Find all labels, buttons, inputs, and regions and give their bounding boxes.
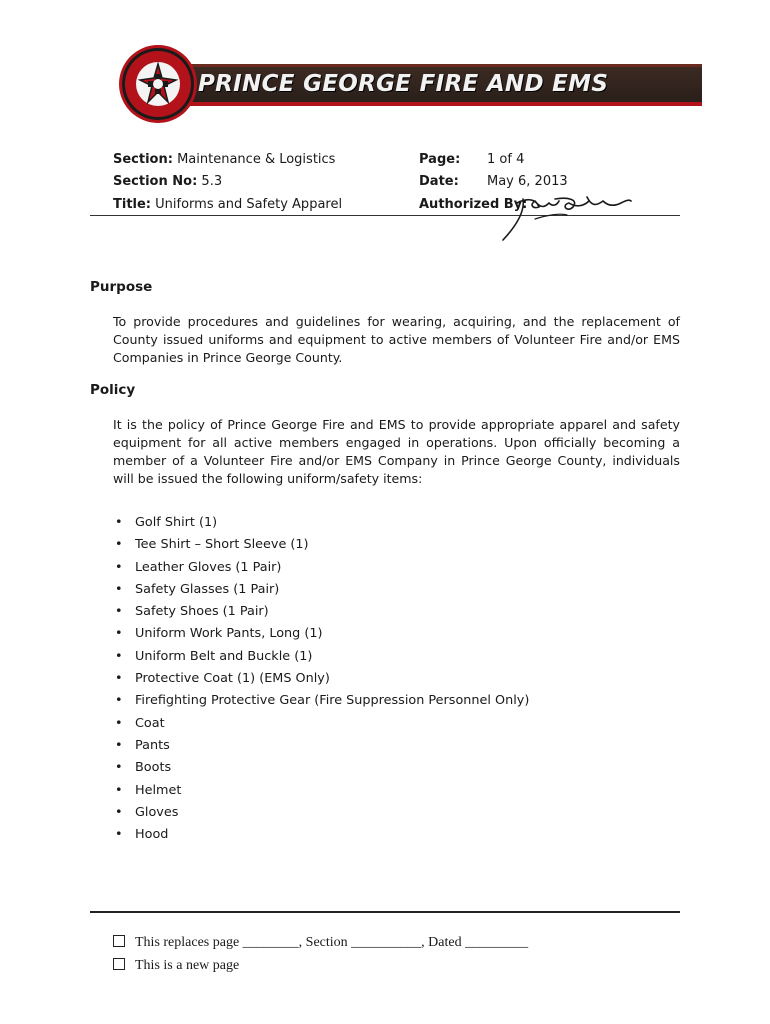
section-no-value: 5.3 xyxy=(201,174,223,189)
list-item xyxy=(113,512,673,534)
list-item-text: Safety Shoes (1 Pair) xyxy=(135,604,269,620)
list-item xyxy=(113,579,673,601)
bullet-icon: • xyxy=(115,782,123,798)
list-item xyxy=(113,802,673,824)
list-item-text: Tee Shirt – Short Sleeve (1) xyxy=(135,537,309,553)
signature-image xyxy=(495,185,635,243)
list-item-text: Helmet xyxy=(135,782,182,798)
bullet-icon: • xyxy=(115,827,123,843)
bullet-icon: • xyxy=(115,648,123,664)
bullet-icon: • xyxy=(115,715,123,731)
list-item xyxy=(113,646,673,668)
list-item xyxy=(113,557,673,579)
bullet-icon: • xyxy=(115,671,123,687)
fire-department-seal-icon xyxy=(118,44,198,124)
list-item xyxy=(113,757,673,779)
list-item xyxy=(113,623,673,645)
list-item-text: Leather Gloves (1 Pair) xyxy=(135,559,282,575)
bullet-icon: • xyxy=(115,804,123,820)
list-item xyxy=(113,534,673,556)
policy-text: It is the policy of Prince George Fire and EMS to provide appropriate apparel and safety equipment for all active members engaged in operations. Upon officially becoming a member of a Volunteer Fire and/or EMS Company in Prince George County, individuals will be issued the following uniform/safety items: xyxy=(113,417,680,486)
issued-items-list xyxy=(113,512,673,846)
list-item-text: Coat xyxy=(135,715,165,731)
title-label: Title: xyxy=(113,197,152,212)
bullet-icon: • xyxy=(115,737,123,753)
bullet-icon: • xyxy=(115,537,123,553)
list-item xyxy=(113,713,673,735)
bullet-icon: • xyxy=(115,760,123,776)
section-no-label: Section No: xyxy=(113,174,198,189)
list-item xyxy=(113,780,673,802)
list-item xyxy=(113,735,673,757)
title-value: Uniforms and Safety Apparel xyxy=(155,197,343,212)
authorized-label: Authorized By: xyxy=(419,197,528,212)
banner-title: PRINCE GEORGE FIRE AND EMS xyxy=(198,71,609,97)
list-item-text: Boots xyxy=(135,760,172,776)
footer-divider xyxy=(90,911,680,913)
list-item xyxy=(113,601,673,623)
section-no-line xyxy=(113,173,222,191)
list-item-text: Hood xyxy=(135,827,169,843)
list-item-text: Protective Coat (1) (EMS Only) xyxy=(135,671,330,687)
bullet-icon: • xyxy=(115,604,123,620)
bullet-icon: • xyxy=(115,581,123,597)
list-item-text: Safety Glasses (1 Pair) xyxy=(135,581,280,597)
section-value: Maintenance & Logistics xyxy=(177,152,336,167)
new-page-checkbox[interactable] xyxy=(113,958,125,970)
list-item xyxy=(113,668,673,690)
page-value: 1 of 4 xyxy=(487,152,525,167)
list-item xyxy=(113,690,673,712)
page-label: Page: xyxy=(419,152,461,167)
page-label-wrap xyxy=(419,151,460,169)
purpose-heading: Purpose xyxy=(90,279,153,295)
date-label: Date: xyxy=(419,174,459,189)
bullet-icon: • xyxy=(115,693,123,709)
replaces-text: This replaces page ________, Section __________, Dated _________ xyxy=(135,935,529,950)
replaces-line xyxy=(113,932,528,954)
bullet-icon: • xyxy=(115,559,123,575)
new-page-text: This is a new page xyxy=(135,958,240,973)
list-item-text: Uniform Work Pants, Long (1) xyxy=(135,626,323,642)
list-item-text: Gloves xyxy=(135,804,179,820)
replaces-checkbox[interactable] xyxy=(113,935,125,947)
list-item-text: Golf Shirt (1) xyxy=(135,515,218,530)
bullet-icon: • xyxy=(115,626,123,642)
policy-heading: Policy xyxy=(90,382,136,398)
list-item-text: Uniform Belt and Buckle (1) xyxy=(135,648,313,664)
new-page-line xyxy=(113,955,239,977)
date-label-wrap xyxy=(419,173,459,191)
section-label: Section: xyxy=(113,152,173,167)
list-item-text: Firefighting Protective Gear (Fire Suppression Personnel Only) xyxy=(135,693,530,709)
list-item-text: Pants xyxy=(135,737,170,753)
date-value: May 6, 2013 xyxy=(487,174,568,189)
title-line xyxy=(113,196,342,214)
header-banner xyxy=(128,64,702,106)
list-item xyxy=(113,824,673,846)
section-line xyxy=(113,151,335,169)
bullet-icon: • xyxy=(115,515,123,530)
purpose-text: To provide procedures and guidelines for wearing, acquiring, and the replacement of County issued uniforms and equipment to active members of Volunteer Fire and/or EMS Companies in Prince George County. xyxy=(113,314,680,365)
